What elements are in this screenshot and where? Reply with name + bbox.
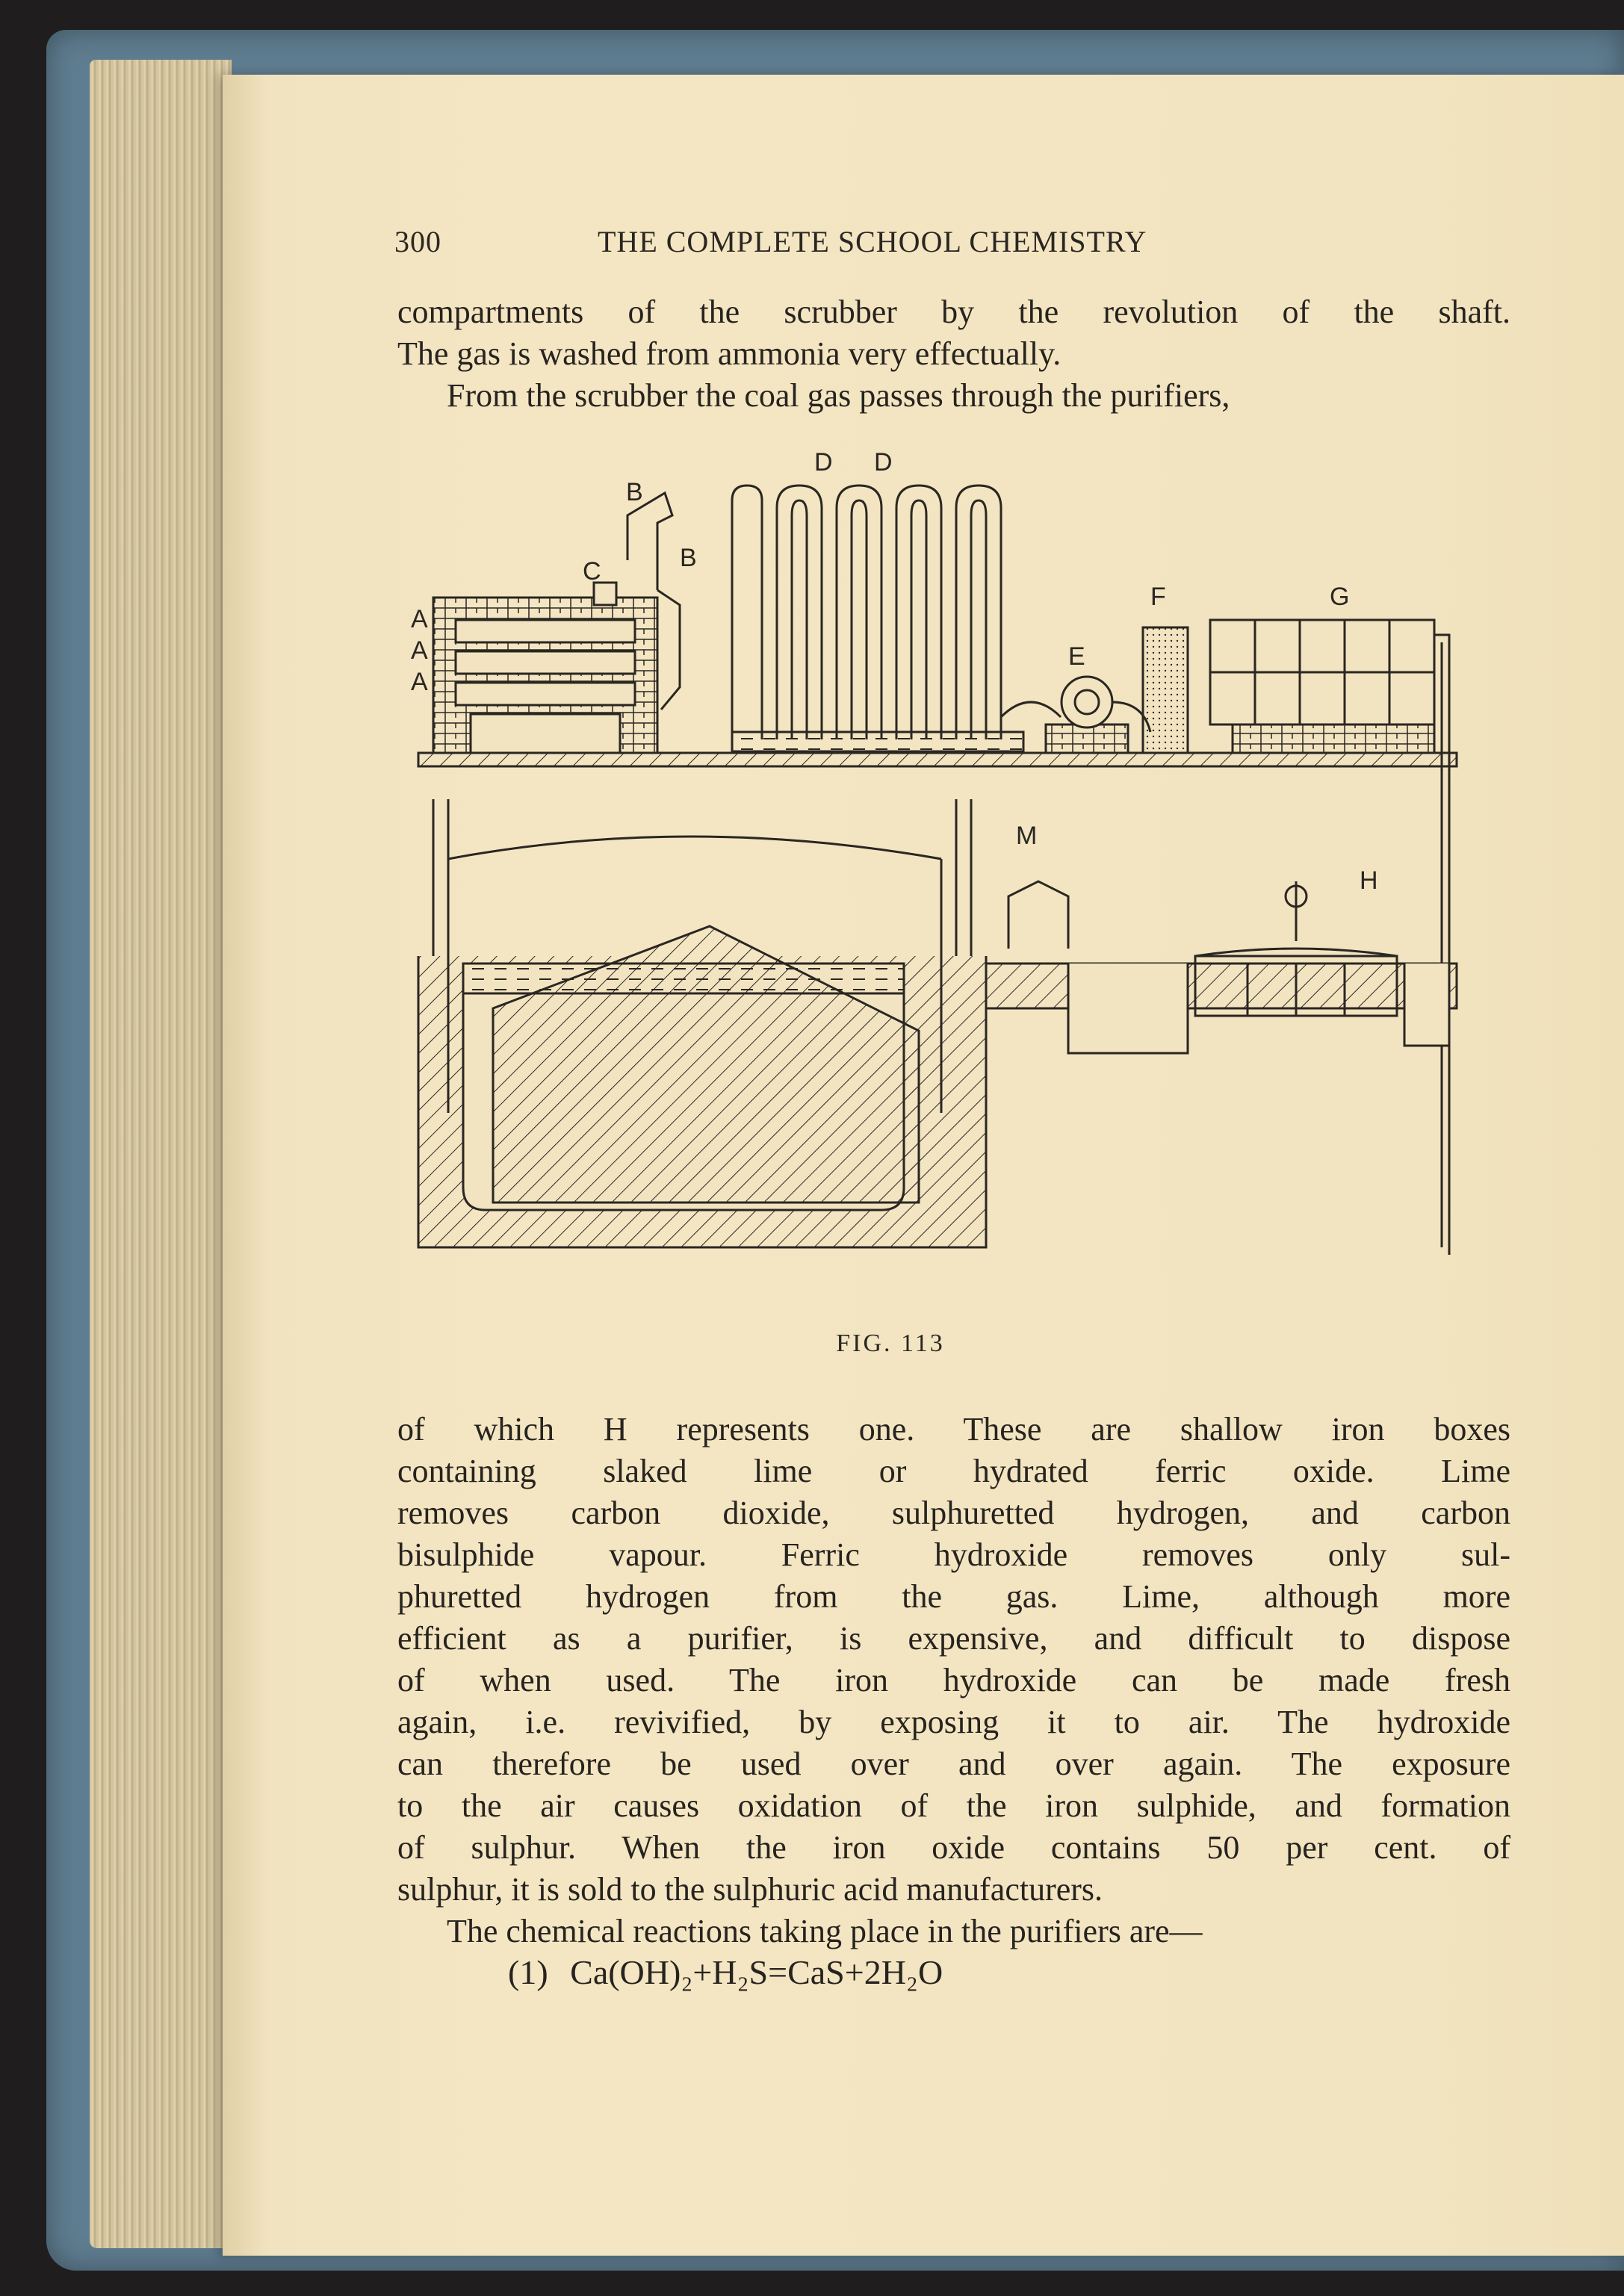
page-header	[394, 224, 1291, 269]
label-m: M	[1016, 822, 1038, 850]
text-line: efficient as a purifier, is expensive, and difficult to dispose	[397, 1620, 1510, 1657]
page-stack-edge	[90, 60, 232, 2248]
text-line: From the scrubber the coal gas passes through the purifiers,	[447, 377, 1230, 414]
label-a-2: A	[411, 636, 428, 665]
text-line: again, i.e. revivified, by exposing it to air. The hydroxide	[397, 1704, 1510, 1740]
gasworks-diagram	[403, 441, 1494, 1322]
running-title: THE COMPLETE SCHOOL CHEMISTRY	[598, 225, 1147, 258]
text-line: of sulphur. When the iron oxide contains 50 per cent. of	[397, 1829, 1510, 1866]
label-d-1: D	[814, 448, 833, 477]
label-h: H	[1360, 866, 1378, 895]
label-b-2: B	[680, 544, 697, 572]
label-f: F	[1150, 583, 1166, 611]
label-a-1: A	[411, 605, 428, 633]
equation-formula: Ca(OH)₂+H₂S=CaS+2H₂O	[570, 1953, 943, 1991]
text-line: sulphur, it is sold to the sulphuric acid manufacturers.	[397, 1871, 1103, 1908]
reactions-intro: The chemical reactions taking place in the purifiers are—	[447, 1913, 1203, 1949]
page-number: 300	[394, 225, 441, 258]
label-a-3: A	[411, 668, 428, 696]
text-line: The gas is washed from ammonia very effectually.	[397, 335, 1062, 372]
text-line: removes carbon dioxide, sulphuretted hydrogen, and carbon	[397, 1495, 1510, 1531]
text-line: compartments of the scrubber by the revolution of the shaft.	[397, 294, 1510, 330]
text-line: of when used. The iron hydroxide can be made fresh	[397, 1662, 1510, 1698]
text-line: to the air causes oxidation of the iron sulphide, and formation	[397, 1787, 1510, 1824]
label-g: G	[1330, 583, 1350, 611]
label-b-1: B	[626, 478, 643, 506]
text-line: of which H represents one. These are shallow iron boxes	[397, 1411, 1510, 1448]
figure-caption: FIG. 113	[836, 1329, 945, 1357]
equation-number: (1)	[508, 1953, 548, 1991]
label-c: C	[583, 557, 601, 586]
chemical-equation	[508, 1952, 943, 1992]
text-line: can therefore be used over and over again. The exposure	[397, 1746, 1510, 1782]
label-d-2: D	[874, 448, 893, 477]
label-e: E	[1068, 642, 1085, 671]
text-line: bisulphide vapour. Ferric hydroxide removes only sul-	[397, 1536, 1510, 1573]
text-line: phuretted hydrogen from the gas. Lime, although more	[397, 1578, 1510, 1615]
text-line: containing slaked lime or hydrated ferric oxide. Lime	[397, 1453, 1510, 1489]
